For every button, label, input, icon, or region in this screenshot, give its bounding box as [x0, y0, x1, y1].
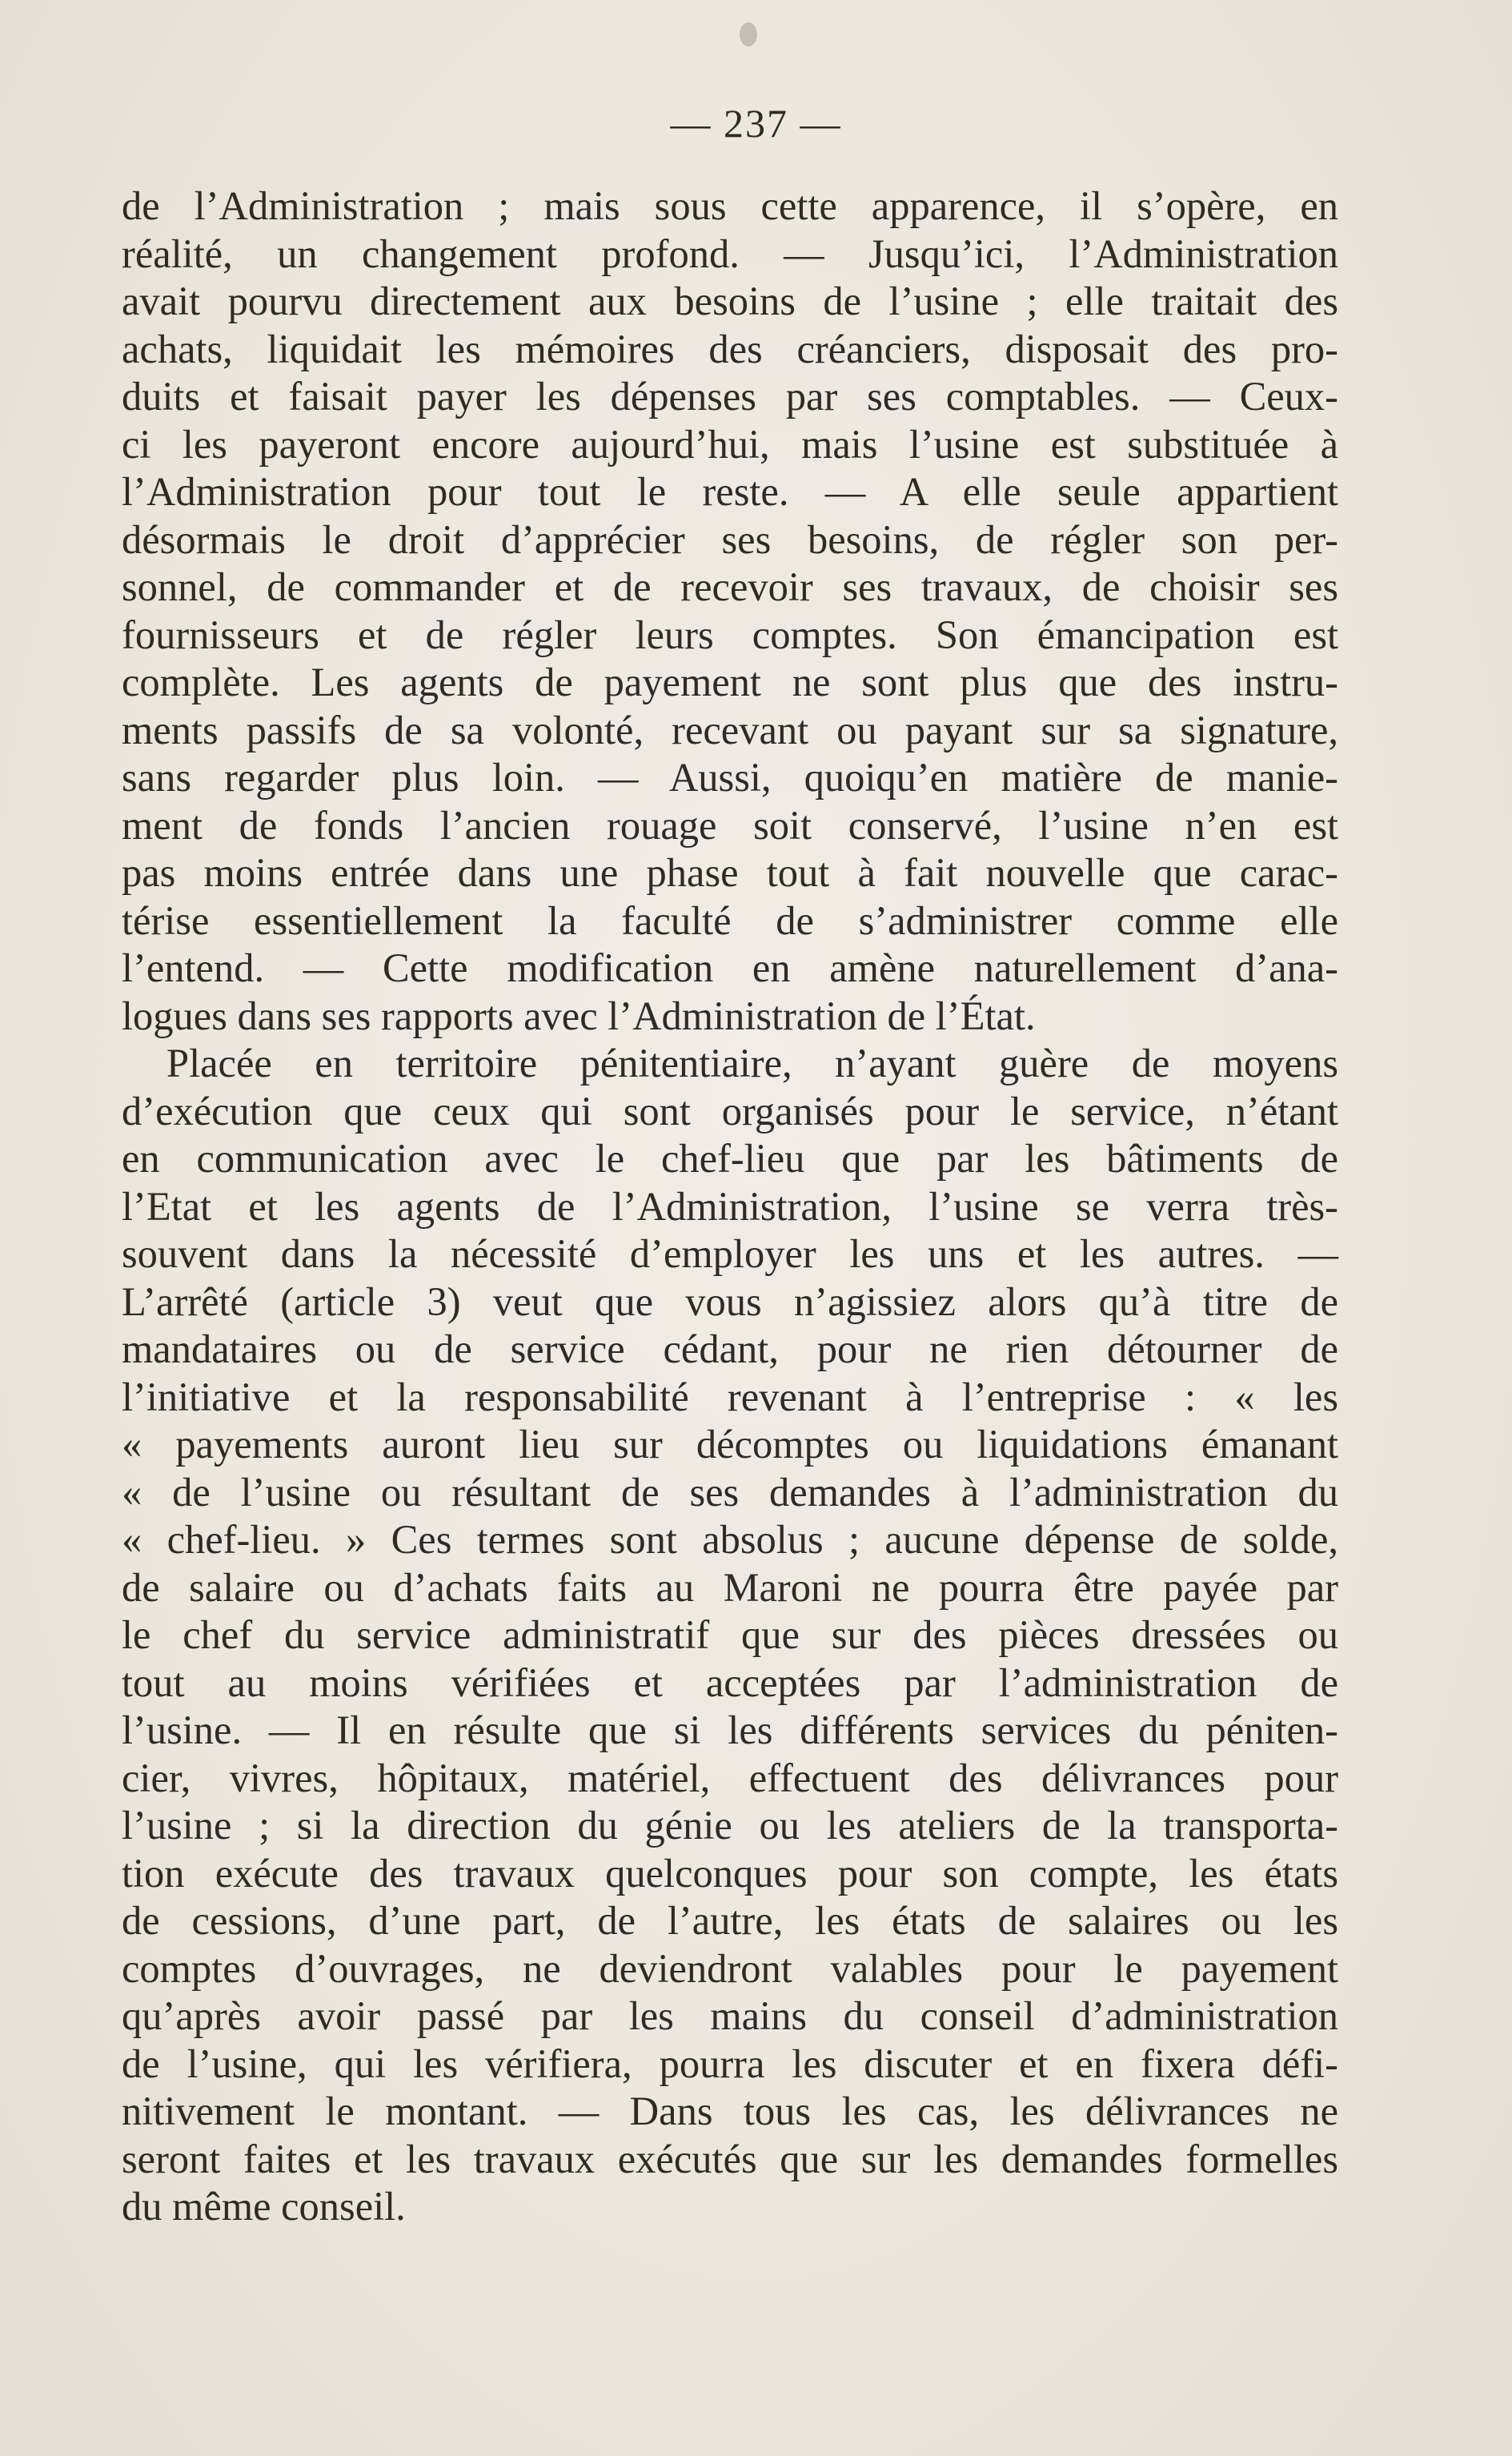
text-line: de salaire ou d’achats faits au Maroni ne pourra être payée par	[122, 1564, 1338, 1610]
text-line: « de l’usine ou résultant de ses demandes à l’administration du	[122, 1469, 1338, 1515]
text-line: l’usine. — Il en résulte que si les différents services du péniten-	[122, 1708, 1338, 1752]
text-line: « chef-lieu. » Ces termes sont absolus ; aucune dépense de solde,	[122, 1517, 1338, 1562]
text-line: pas moins entrée dans une phase tout à fait nouvelle que carac-	[122, 850, 1338, 895]
text-line: avait pourvu directement aux besoins de l’usine ; elle traitait des	[122, 279, 1338, 323]
text-line: qu’après avoir passé par les mains du conseil d’administration	[122, 1993, 1338, 2038]
text-line: complète. Les agents de payement ne sont plus que des instru-	[122, 660, 1338, 704]
text-line: comptes d’ouvrages, ne deviendront valables pour le payement	[122, 1945, 1338, 1991]
text-line: sans regarder plus loin. — Aussi, quoiqu’en matière de manie-	[122, 755, 1338, 800]
text-line: l’Administration pour tout le reste. — A elle seule appartient	[122, 469, 1338, 514]
text-line: l’usine ; si la direction du génie ou les ateliers de la transporta-	[122, 1803, 1338, 1848]
text-line: de l’usine, qui les vérifiera, pourra les discuter et en fixera défi-	[122, 2041, 1338, 2086]
text-line: de cessions, d’une part, de l’autre, les états de salaires ou les	[122, 1898, 1338, 1943]
text-line: térise essentiellement la faculté de s’administrer comme elle	[122, 897, 1338, 943]
text-line: sonnel, de commander et de recevoir ses travaux, de choisir ses	[122, 564, 1338, 609]
text-line: mandataires ou de service cédant, pour ne rien détourner de	[122, 1326, 1338, 1371]
text-line: tion exécute des travaux quelconques pour son compte, les états	[122, 1850, 1338, 1896]
text-line: nitivement le montant. — Dans tous les cas, les délivrances ne	[122, 2089, 1338, 2133]
text-line: désormais le droit d’apprécier ses besoins, de régler son per-	[122, 516, 1338, 562]
text-line: l’Etat et les agents de l’Administration, l’usine se verra très-	[122, 1183, 1338, 1229]
body-text	[122, 183, 1338, 2231]
text-line: cier, vivres, hôpitaux, matériel, effectuent des délivrances pour	[122, 1755, 1338, 1800]
text-line: l’initiative et la responsabilité revenant à l’entreprise : « les	[122, 1374, 1338, 1419]
text-line: de l’Administration ; mais sous cette apparence, il s’opère, en	[122, 183, 1338, 228]
text-line: logues dans ses rapports avec l’Administration de l’État.	[122, 993, 1036, 1038]
text-line: « payements auront lieu sur décomptes ou liquidations émanant	[122, 1422, 1338, 1467]
text-line: le chef du service administratif que sur des pièces dressées ou	[122, 1612, 1338, 1657]
text-line: fournisseurs et de régler leurs comptes. Son émancipation est	[122, 612, 1338, 657]
text-line: tout au moins vérifiées et acceptées par l’administration de	[122, 1659, 1338, 1705]
paper-stain	[740, 22, 757, 46]
text-line: ments passifs de sa volonté, recevant ou payant sur sa signature,	[122, 707, 1338, 752]
text-line: achats, liquidait les mémoires des créanciers, disposait des pro-	[122, 326, 1338, 371]
text-line: duits et faisait payer les dépenses par ses comptables. — Ceux-	[122, 374, 1338, 419]
text-line: Placée en territoire pénitentiaire, n’ayant guère de moyens	[166, 1041, 1338, 1086]
text-line: L’arrêté (article 3) veut que vous n’agissiez alors qu’à titre de	[122, 1278, 1338, 1324]
text-line: ci les payeront encore aujourd’hui, mais l’usine est substituée à	[122, 421, 1338, 467]
text-line: en communication avec le chef-lieu que par les bâtiments de	[122, 1136, 1338, 1181]
text-line: du même conseil.	[122, 2184, 406, 2229]
text-line: d’exécution que ceux qui sont organisés pour le service, n’étant	[122, 1088, 1338, 1134]
text-line: réalité, un changement profond. — Jusqu’ici, l’Administration	[122, 231, 1338, 276]
text-line: seront faites et les travaux exécutés que sur les demandes formelles	[122, 2136, 1338, 2181]
page-number: — 237 —	[670, 101, 842, 146]
text-line: l’entend. — Cette modification en amène naturellement d’ana-	[122, 945, 1338, 990]
text-line: ment de fonds l’ancien rouage soit conservé, l’usine n’en est	[122, 802, 1338, 848]
text-line: souvent dans la nécessité d’employer les uns et les autres. —	[122, 1231, 1338, 1276]
